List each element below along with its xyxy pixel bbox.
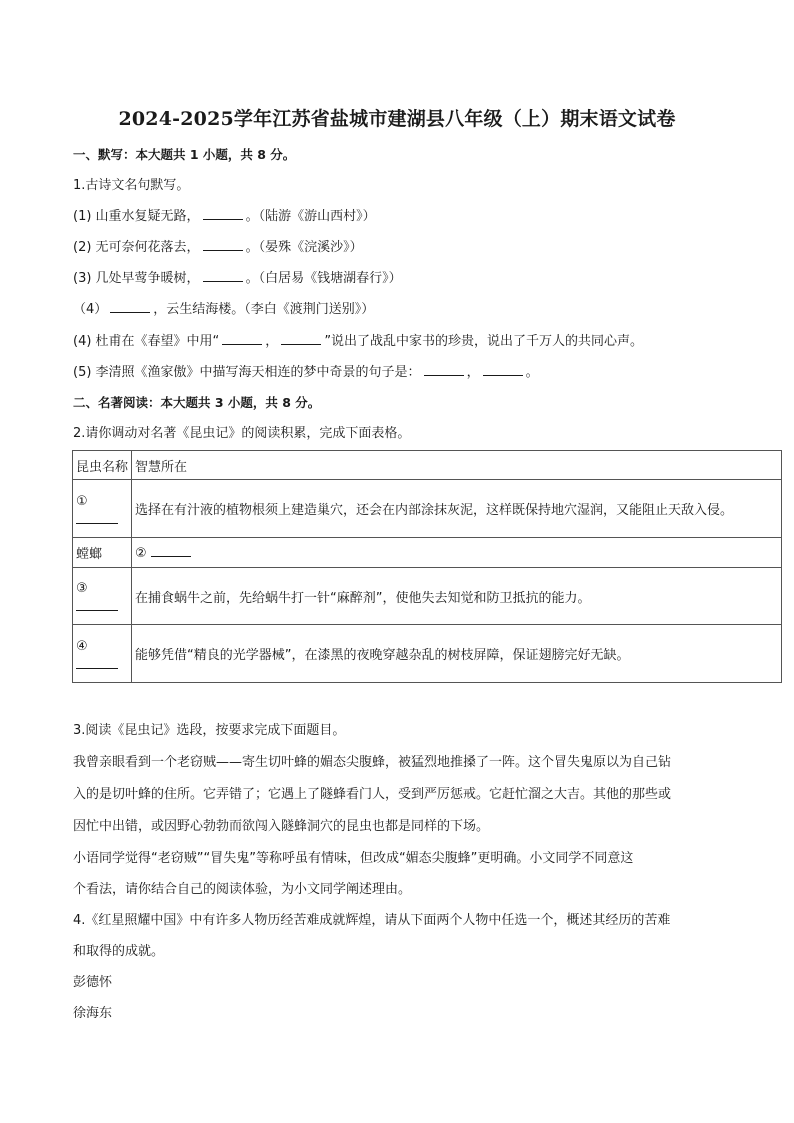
- table-row: [73, 538, 782, 568]
- item-post: 。（白居易《钱塘湖春行》）: [245, 271, 402, 286]
- q4-option: 彭德怀: [73, 975, 113, 990]
- passage-line: 因忙中出错，或因野心勃勃而欲闯入隧蜂洞穴的昆虫也都是同样的下场。: [73, 819, 490, 834]
- q4-line: 和取得的成就。: [73, 944, 165, 959]
- section2-heading: 二、名著阅读：本大题共 3 小题，共 8 分。: [73, 395, 321, 410]
- q1-item-3: [73, 269, 402, 288]
- item-pre: (3) 几处早莺争暖树，: [73, 271, 200, 286]
- item-post: ”说出了战乱中家书的珍贵，说出了千万人的共同心声。: [324, 334, 644, 349]
- answer-blank[interactable]: [76, 509, 118, 524]
- q1-item-5: [73, 332, 643, 351]
- passage-line: 我曾亲眼看到一个老窃贼——寄生切叶蜂的媚态尖腹蜂，被猛烈地推搡了一阵。这个冒失鬼原以为自己钻: [73, 755, 672, 770]
- item-mid: ，: [466, 365, 480, 380]
- q3-question-line: 个看法，请你结合自己的阅读体验，为小文同学阐述理由。: [73, 882, 412, 897]
- insect-name-cell: 螳螂: [73, 538, 132, 568]
- row-number: ②: [135, 546, 147, 561]
- insect-name-cell: [73, 480, 132, 538]
- item-pre: （4）: [73, 302, 108, 317]
- item-post: 。（陆游《游山西村》）: [245, 209, 376, 224]
- wisdom-cell: 能够凭借“精良的光学器械”，在漆黑的夜晚穿越杂乱的树枝屏障，保证翅膀完好无缺。: [132, 625, 782, 683]
- wisdom-cell: [132, 538, 782, 568]
- answer-blank[interactable]: [110, 300, 150, 313]
- header-wisdom: 智慧所在: [132, 451, 782, 480]
- q1-item-4: [73, 300, 374, 319]
- q2-stem: 2.请你调动对名著《昆虫记》的阅读积累，完成下面表格。: [73, 426, 411, 441]
- section1-heading: 一、默写：本大题共 1 小题，共 8 分。: [73, 147, 296, 162]
- answer-blank[interactable]: [203, 207, 243, 220]
- item-pre: (2) 无可奈何花落去，: [73, 240, 200, 255]
- answer-blank[interactable]: [203, 269, 243, 282]
- answer-blank[interactable]: [483, 363, 523, 376]
- table-row: [73, 480, 782, 538]
- q3-question-line: 小语同学觉得“老窃贼”“冒失鬼”等称呼虽有情味，但改成“媚态尖腹蜂”更明确。小文同学不同意这: [73, 851, 634, 866]
- row-number: ④: [76, 638, 88, 654]
- q1-item-6: [73, 363, 539, 382]
- answer-blank[interactable]: [76, 596, 118, 611]
- table-header-row: [73, 451, 782, 480]
- answer-blank[interactable]: [76, 654, 118, 669]
- item-mid: ，: [265, 334, 279, 349]
- item-pre: (4) 杜甫在《春望》中用“: [73, 334, 220, 349]
- wisdom-cell: 选择在有汁液的植物根须上建造巢穴，还会在内部涂抹灰泥，这样既保持地穴湿润，又能阻止天敌入侵。: [132, 480, 782, 538]
- wisdom-cell: 在捕食蜗牛之前，先给蜗牛打一针“麻醉剂”，使他失去知觉和防卫抵抗的能力。: [132, 568, 782, 625]
- item-pre: (1) 山重水复疑无路，: [73, 209, 200, 224]
- item-post: 。（晏殊《浣溪沙》）: [245, 240, 363, 255]
- item-post: 。: [525, 365, 539, 380]
- answer-blank[interactable]: [151, 544, 191, 557]
- header-insect-name: 昆虫名称: [73, 451, 132, 480]
- q3-stem: 3.阅读《昆虫记》选段，按要求完成下面题目。: [73, 723, 346, 738]
- answer-blank[interactable]: [203, 238, 243, 251]
- insect-table: [72, 450, 782, 683]
- q1-stem: 1.古诗文名句默写。: [73, 178, 190, 193]
- table-row: [73, 625, 782, 683]
- page-title: 2024-2025学年江苏省盐城市建湖县八年级（上）期末语文试卷: [118, 108, 676, 130]
- insect-name-cell: [73, 568, 132, 625]
- item-post: ，云生结海楼。（李白《渡荆门送别》）: [153, 302, 375, 317]
- q4-line: 4.《红星照耀中国》中有许多人物历经苦难成就辉煌，请从下面两个人物中任选一个，概述其经历的苦难: [73, 913, 671, 928]
- insect-name-cell: [73, 625, 132, 683]
- passage-line: 入的是切叶蜂的住所。它弄错了；它遇上了隧蜂看门人，受到严厉惩戒。它赶忙溜之大吉。其他的那些或: [73, 787, 672, 802]
- answer-blank[interactable]: [424, 363, 464, 376]
- item-pre: (5) 李清照《渔家傲》中描写海天相连的梦中奇景的句子是：: [73, 365, 421, 380]
- q1-item-1: [73, 207, 376, 226]
- answer-blank[interactable]: [281, 332, 321, 345]
- row-number: ③: [76, 581, 88, 596]
- row-number: ①: [76, 493, 88, 509]
- q4-option: 徐海东: [73, 1006, 113, 1021]
- q1-item-2: [73, 238, 363, 257]
- table-row: [73, 568, 782, 625]
- answer-blank[interactable]: [222, 332, 262, 345]
